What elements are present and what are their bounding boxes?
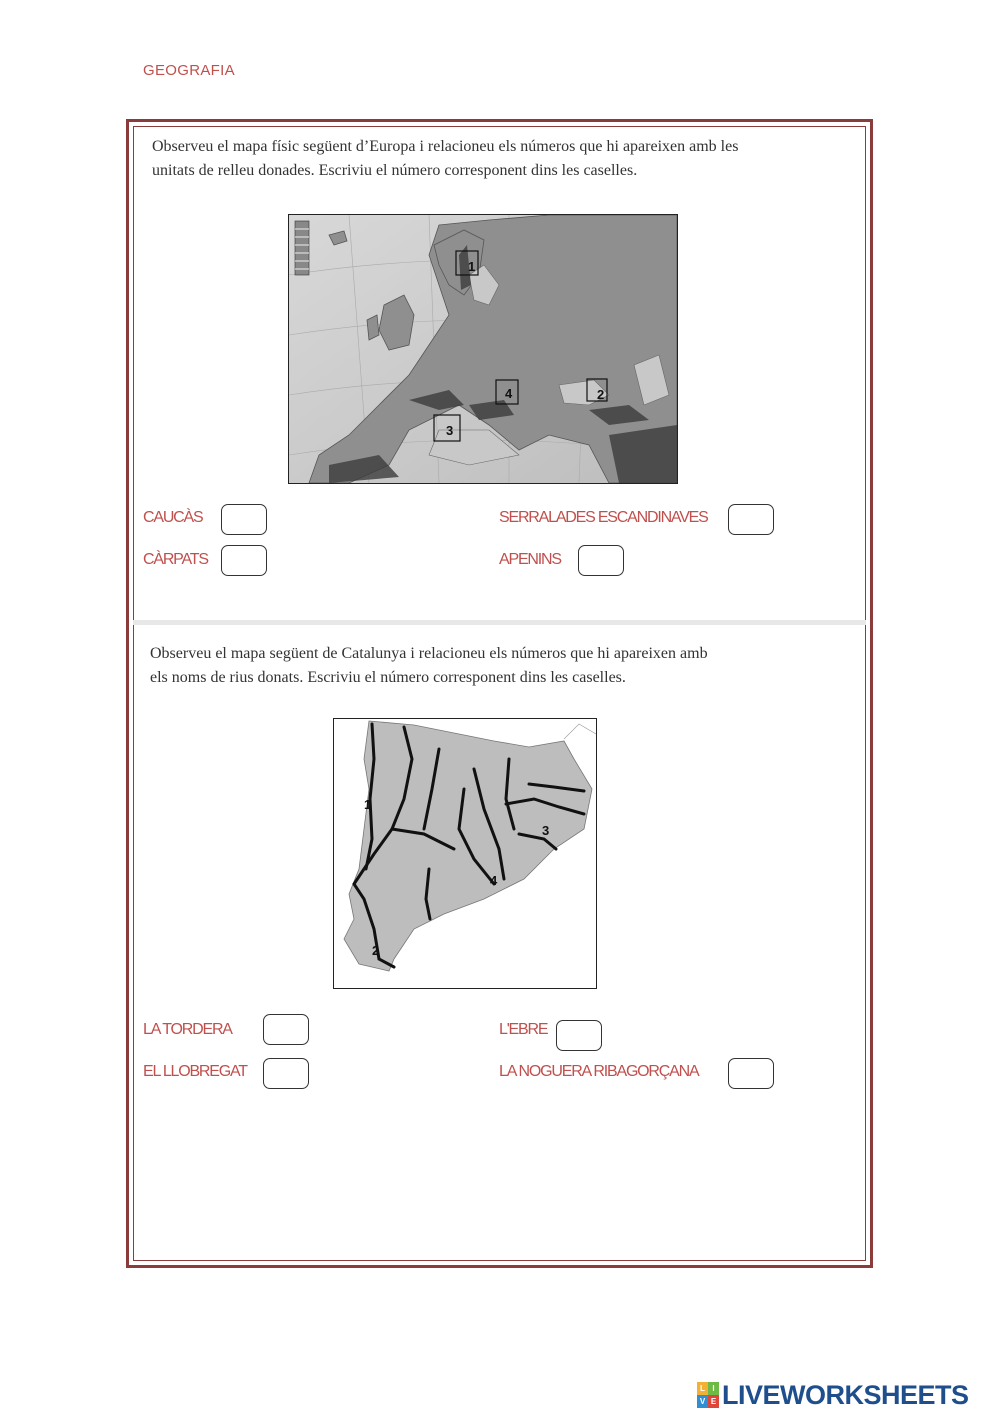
subject-title: GEOGRAFIA — [143, 62, 235, 79]
answer-box-apenins[interactable] — [578, 545, 624, 576]
catalunya-marker-2: 2 — [372, 943, 380, 958]
europe-instruction-line-2: unitats de relleu donades. Escriviu el número corresponent dins les caselles. — [152, 162, 638, 179]
label-el-llobregat: EL LLOBREGAT — [143, 1063, 247, 1080]
label-serralades-escandinaves: SERRALADES ESCANDINAVES — [499, 509, 708, 526]
logo-letter-i: I — [708, 1382, 719, 1395]
catalunya-instruction-line-2: els noms de rius donats. Escriviu el número corresponent dins les caselles. — [150, 669, 626, 686]
label-la-tordera: LA TORDERA — [143, 1021, 232, 1038]
label-caucas: CAUCÀS — [143, 509, 203, 526]
answer-box-la-tordera[interactable] — [263, 1014, 309, 1045]
europe-marker-4: 4 — [505, 386, 513, 401]
logo-letter-l: L — [697, 1382, 708, 1395]
catalunya-marker-1: 1 — [364, 797, 372, 812]
label-apenins: APENINS — [499, 551, 561, 568]
liveworksheets-logo — [697, 1378, 969, 1412]
europe-marker-1: 1 — [468, 259, 476, 274]
answer-box-caucas[interactable] — [221, 504, 267, 535]
label-carpats: CÀRPATS — [143, 551, 208, 568]
label-lebre: L'EBRE — [499, 1021, 548, 1038]
europe-instruction-line-1: Observeu el mapa físic següent d’Europa i relacioneu els números que hi apareixen amb les — [152, 138, 739, 155]
europe-physical-map — [288, 214, 678, 484]
liveworksheets-logo-icon — [697, 1382, 719, 1408]
catalunya-instruction-line-1: Observeu el mapa següent de Catalunya i relacioneu els números que hi apareixen amb — [150, 645, 708, 662]
catalunya-marker-4: 4 — [490, 873, 498, 888]
europe-instructions — [152, 135, 852, 183]
answer-box-la-noguera-ribagorcana[interactable] — [728, 1058, 774, 1089]
liveworksheets-brand-text: LIVEWORKSHEETS — [722, 1379, 969, 1410]
europe-marker-2: 2 — [597, 387, 605, 402]
answer-box-serralades-escandinaves[interactable] — [728, 504, 774, 535]
catalunya-map-image — [334, 719, 596, 988]
answer-box-lebre[interactable] — [556, 1020, 602, 1051]
label-la-noguera-ribagorcana: LA NOGUERA RIBAGORÇANA — [499, 1063, 699, 1080]
answer-box-el-llobregat[interactable] — [263, 1058, 309, 1089]
catalunya-instructions — [150, 642, 850, 690]
logo-letter-v: V — [697, 1395, 708, 1408]
section-divider — [133, 620, 866, 625]
catalunya-rivers-map — [333, 718, 597, 989]
answer-box-carpats[interactable] — [221, 545, 267, 576]
catalunya-marker-3: 3 — [542, 823, 550, 838]
europe-map-image — [289, 215, 677, 483]
europe-marker-3: 3 — [446, 423, 454, 438]
logo-letter-e: E — [708, 1395, 719, 1408]
